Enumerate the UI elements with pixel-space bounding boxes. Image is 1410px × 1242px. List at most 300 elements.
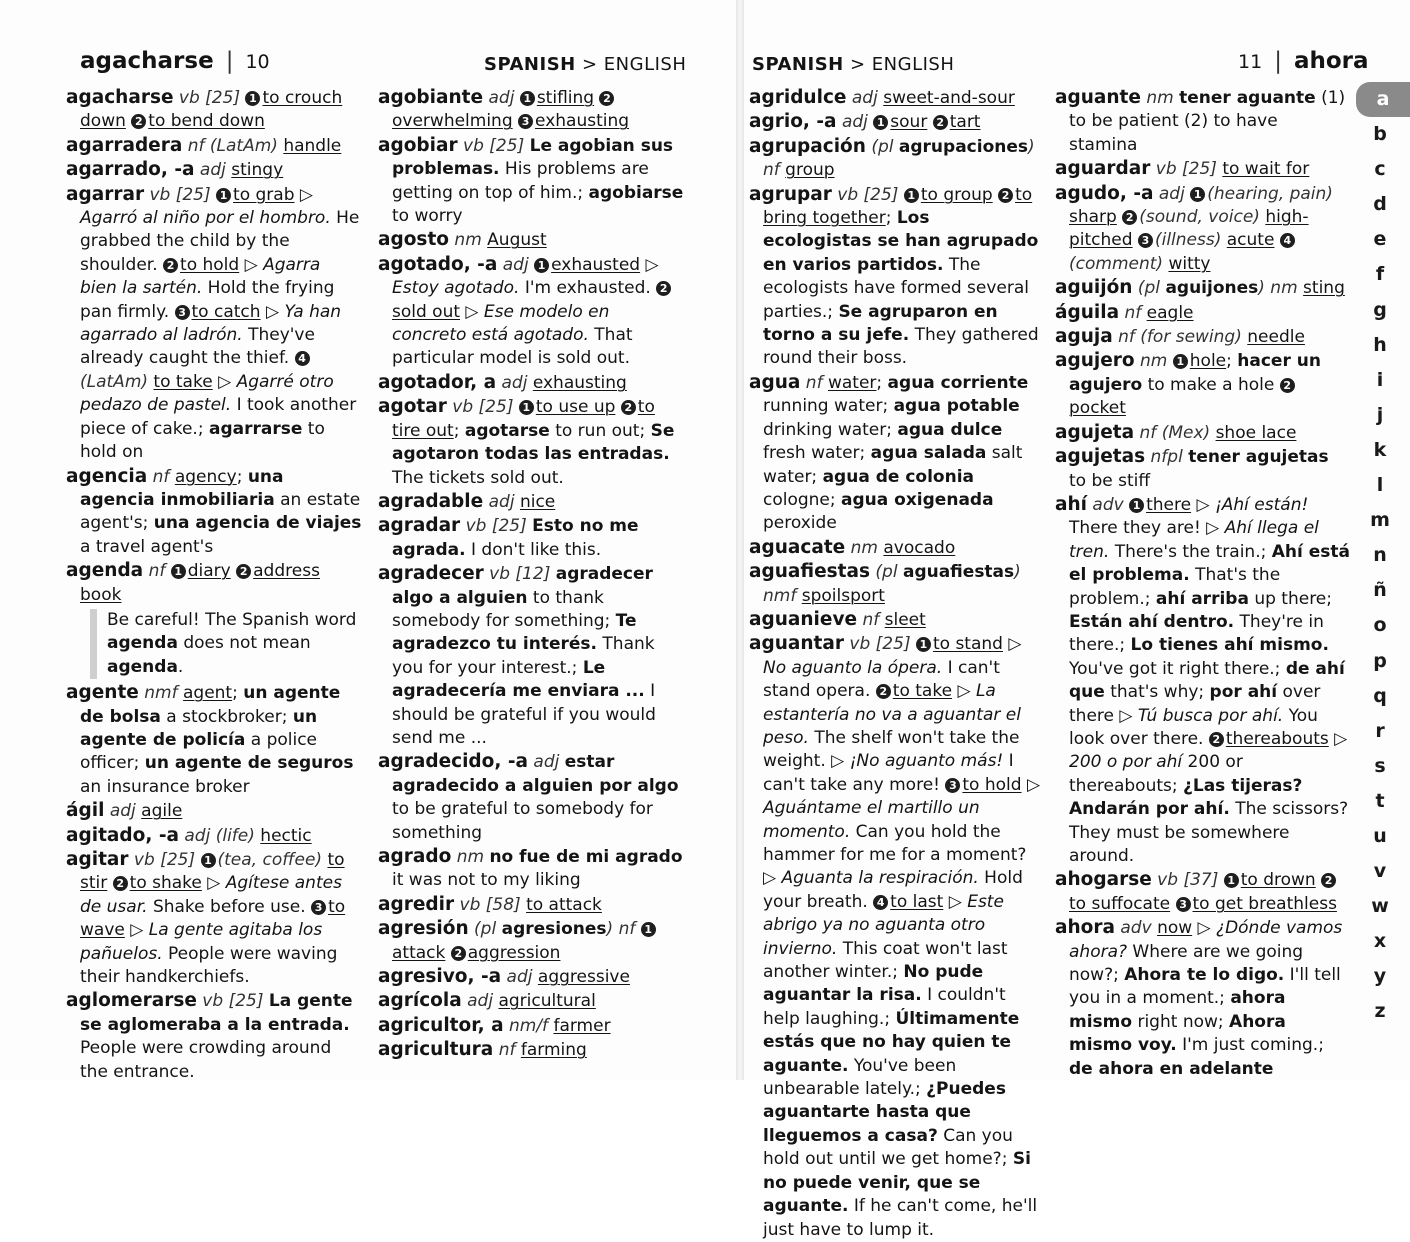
alphabet-tab-c: c — [1374, 158, 1386, 181]
alphabet-tab-s: s — [1374, 754, 1386, 777]
dictionary-entry — [378, 845, 688, 893]
entry-headword: agricultor, a — [378, 1014, 504, 1036]
example-sentence: Aguántame el martillo un momento. — [763, 798, 980, 842]
dictionary-entry — [378, 134, 688, 229]
gloss-text: ▷ — [1192, 918, 1217, 939]
part-of-speech: adj — [501, 967, 538, 988]
left-running-head — [80, 48, 270, 74]
entry-headword: águila — [1055, 301, 1120, 323]
translation: attack — [392, 942, 446, 963]
gloss-text: to be stiff — [1069, 470, 1151, 491]
entry-headword: agente — [66, 682, 139, 704]
example-phrase: Últimamente estás que no hay quien te aguante. — [763, 1008, 1020, 1076]
alphabet-tab-x: x — [1373, 930, 1387, 953]
part-of-speech: (comment) — [1069, 253, 1169, 274]
part-of-speech: ) nmf — [763, 562, 1021, 606]
part-of-speech: nf (LatAm) — [182, 135, 284, 156]
translation: to last — [890, 891, 944, 912]
sense-number: 1 — [1224, 873, 1239, 888]
right-header-separator: | — [1274, 48, 1282, 74]
gloss-text: Where are we going now?; — [1069, 941, 1304, 986]
part-of-speech: ) nf — [606, 919, 641, 940]
sense-number: 2 — [1280, 378, 1295, 393]
part-of-speech: nf — [857, 609, 885, 630]
sense-number: 1 — [916, 637, 931, 652]
left-header-separator: | — [225, 48, 234, 74]
part-of-speech: nm — [1140, 88, 1180, 108]
part-of-speech: (pl — [865, 136, 899, 157]
alphabet-tab-f: f — [1375, 263, 1385, 286]
example-phrase: Si no puede venir, que se aguante. — [763, 1149, 1031, 1217]
gloss-text: There's the train.; — [1109, 541, 1272, 562]
translation: to stand — [932, 634, 1003, 655]
part-of-speech: (sound, voice) — [1139, 207, 1266, 228]
part-of-speech: (hearing, pain) — [1207, 183, 1333, 204]
gloss-text: You've been unbearable lately.; — [763, 1055, 957, 1100]
translation: to get breathless — [1192, 893, 1337, 914]
right-language-direction — [752, 54, 954, 75]
entry-headword: agresivo, -a — [378, 966, 502, 988]
gloss-text: to hold on — [80, 418, 325, 463]
example-sentence: La gente agitaba los pañuelos. — [80, 920, 323, 964]
part-of-speech: nf — [1119, 302, 1147, 323]
dictionary-entry — [378, 86, 688, 134]
translation: farming — [520, 1040, 587, 1061]
entry-headword: agudo, -a — [1055, 182, 1154, 204]
gloss-text: to be grateful to somebody for something — [392, 799, 653, 843]
example-sentence: ¿Dónde vamos ahora? — [1069, 918, 1343, 962]
part-of-speech: adv — [1114, 918, 1158, 939]
entry-headword: agosto — [378, 229, 450, 251]
example-phrase: de ahora en adelante — [1069, 1058, 1274, 1079]
gloss-text: (1) to be patient (2) to have stamina — [1069, 88, 1346, 155]
gloss-text: to thank somebody for something; — [392, 587, 616, 631]
entry-headword: agenda — [66, 560, 144, 582]
translation: now — [1157, 918, 1193, 939]
dictionary-entry — [66, 86, 362, 134]
entry-headword: agradecer — [378, 563, 484, 585]
translation: eagle — [1146, 302, 1194, 323]
gloss-text: it was not to my liking — [392, 870, 581, 891]
dictionary-entry — [749, 110, 1041, 134]
translation: hole — [1189, 351, 1227, 372]
translation: exhausted — [551, 254, 641, 275]
part-of-speech: nf — [143, 561, 171, 582]
alphabet-tab-o: o — [1373, 614, 1387, 637]
entry-headword: agrupación — [749, 135, 866, 157]
gloss-text: peroxide — [763, 513, 837, 534]
example-phrase: agua corriente — [887, 372, 1029, 393]
sense-number: 2 — [113, 876, 128, 891]
dictionary-entry — [378, 893, 688, 917]
alphabet-tab-g: g — [1373, 298, 1387, 321]
example-sentence: ¡Ahí están! — [1214, 494, 1309, 515]
gloss-text: They've already caught the thief. — [80, 325, 315, 369]
entry-headword: agitado, -a — [66, 824, 179, 846]
example-phrase: de ahí que — [1069, 658, 1345, 703]
sense-number: 2 — [876, 684, 891, 699]
alphabet-tab-e: e — [1373, 228, 1387, 251]
translation: sweet-and-sour — [883, 88, 1015, 108]
part-of-speech: vb [25] — [144, 184, 217, 205]
entry-headword: agradar — [378, 515, 461, 537]
example-sentence: No aguanto la ópera. — [763, 657, 943, 678]
left-page-number: 10 — [245, 51, 270, 73]
gloss-text: ; — [453, 420, 465, 441]
part-of-speech: nf (for sewing) — [1112, 327, 1248, 348]
translation: witty — [1168, 253, 1211, 274]
gloss-text — [107, 873, 112, 893]
translation: to take — [153, 371, 213, 392]
gloss-text — [1170, 894, 1175, 914]
example-phrase: agenda — [107, 656, 178, 677]
example-phrase: Están ahí dentro. — [1069, 611, 1235, 632]
dictionary-entry — [378, 253, 688, 371]
entry-headword: ahora — [1055, 917, 1115, 939]
alphabet-tab-ñ: ñ — [1373, 579, 1387, 602]
part-of-speech: (pl — [468, 919, 502, 940]
part-of-speech: ) nm — [1258, 278, 1304, 299]
translation: shoe lace — [1215, 422, 1297, 443]
part-of-speech: adj — [194, 160, 232, 181]
dictionary-entry — [749, 371, 1041, 536]
part-of-speech: adv — [1087, 494, 1130, 515]
entry-headword: agotado, -a — [378, 253, 498, 275]
gloss-text: ; — [876, 372, 888, 393]
example-sentence: Agarré otro pedazo de pastel. — [80, 371, 334, 416]
translation: to wave — [80, 896, 346, 941]
alphabet-tab-a: a — [1356, 82, 1410, 117]
example-phrase: No pude aguantar la risa. — [763, 962, 984, 1006]
gloss-text: . — [177, 656, 184, 677]
translation: to tire out — [392, 397, 655, 441]
dictionary-entry — [749, 183, 1041, 371]
gloss-text: that's why; — [1104, 682, 1210, 703]
translation: handle — [283, 135, 342, 156]
example-phrase: una agencia inmobiliaria — [80, 466, 284, 510]
sense-number: 1 — [245, 91, 260, 106]
sense-number: 4 — [295, 351, 310, 366]
gloss-text: ▷ — [124, 920, 149, 941]
gloss-text: His problems are getting on top of him.; — [392, 159, 649, 203]
entry-headword: aguante — [1055, 87, 1141, 108]
dictionary-entry — [66, 989, 362, 1084]
part-of-speech: adj — [496, 372, 533, 393]
sense-number: 1 — [216, 188, 231, 203]
gloss-text: I couldn't help laughing.; — [763, 985, 1006, 1029]
gloss-text: ▷ — [1021, 774, 1041, 795]
alphabet-tab-p: p — [1373, 649, 1387, 672]
entry-headword: aguanieve — [749, 608, 858, 630]
translation: sour — [890, 112, 928, 133]
dictionary-entry — [1055, 86, 1351, 157]
entry-headword: ágil — [66, 800, 105, 822]
part-of-speech: (illness) — [1154, 230, 1227, 251]
translation: to hold — [962, 774, 1022, 795]
gloss-text: People were waving their handkerchiefs. — [80, 943, 338, 988]
gloss-text: ▷ — [640, 254, 659, 275]
dictionary-entry — [378, 514, 688, 562]
gloss-text: an estate agent's; — [80, 489, 361, 534]
dictionary-entry — [1055, 301, 1351, 325]
translation: thereabouts — [1225, 728, 1329, 749]
example-phrase: Ahora te lo digo. — [1124, 965, 1285, 986]
dictionary-entry — [378, 1038, 688, 1062]
example-phrase: Ahí está el problema. — [1069, 541, 1351, 586]
example-phrase: no fue de mi agrado — [489, 847, 683, 867]
gloss-text: ▷ — [952, 681, 976, 702]
sense-number: 2 — [656, 281, 671, 296]
entry-headword: ahogarse — [1055, 869, 1152, 891]
gloss-text: Can you hold out until we get home?; — [763, 1125, 1013, 1170]
dictionary-entry — [378, 371, 688, 395]
sense-number: 2 — [998, 188, 1013, 203]
sense-number: 1 — [520, 91, 535, 106]
gloss-text: ; — [885, 208, 897, 229]
usage-note — [90, 609, 362, 679]
sense-number: 3 — [175, 305, 190, 320]
entry-headword: aguijón — [1055, 277, 1133, 299]
sense-number: 4 — [1280, 233, 1295, 248]
sense-number: 1 — [171, 564, 186, 579]
gloss-text: The tickets sold out. — [392, 467, 564, 488]
gloss-text: to worry — [392, 206, 463, 227]
entry-headword: agrado — [378, 846, 452, 867]
example-phrase: agotarse — [464, 420, 550, 441]
translation: aggression — [467, 942, 561, 963]
part-of-speech: nf — [147, 466, 175, 487]
gloss-text: I'll tell you in a moment.; — [1069, 965, 1341, 1009]
entry-headword: agradable — [378, 490, 484, 512]
example-sentence: Ese modelo en concreto está agotado. — [392, 301, 610, 346]
entry-headword: agresión — [378, 918, 469, 940]
entry-headword: agradecido, -a — [378, 751, 529, 773]
gloss-text: a travel agent's — [80, 536, 214, 557]
dictionary-entry — [66, 183, 362, 465]
sense-number: 2 — [451, 946, 466, 961]
example-sentence: Agítese antes de usar. — [80, 873, 342, 917]
gloss-text: The shelf won't take the weight. ▷ — [763, 727, 1020, 772]
translation: to bring together — [763, 184, 1033, 229]
translation: diary — [187, 561, 231, 582]
alphabet-tab-t: t — [1375, 789, 1385, 812]
example-phrase: tener agujetas — [1188, 447, 1329, 468]
gloss-text: ▷ — [943, 891, 968, 912]
gloss-text: Thank you for your interest.; — [392, 634, 655, 678]
part-of-speech: (pl — [870, 562, 903, 583]
dictionary-entry — [66, 681, 362, 799]
example-phrase: agua oxigenada — [841, 489, 994, 510]
dictionary-entry — [378, 989, 688, 1013]
entry-headword: aguardar — [1055, 158, 1151, 180]
gloss-text: ; — [232, 683, 244, 704]
part-of-speech: vb [25] — [1150, 159, 1223, 180]
sense-number: 2 — [933, 115, 948, 130]
gloss-text: I can't stand opera. — [763, 657, 1000, 702]
translation: to attack — [526, 894, 602, 915]
alphabet-tab-r: r — [1375, 719, 1385, 742]
dictionary-entry — [378, 395, 688, 490]
alphabet-tab-w: w — [1371, 895, 1389, 918]
part-of-speech: vb [25] — [173, 88, 246, 108]
entry-headword: agacharse — [66, 87, 174, 108]
translation: to group — [920, 184, 993, 205]
translation: water — [827, 372, 877, 393]
alphabet-tab-u: u — [1373, 824, 1387, 847]
dictionary-entry — [749, 560, 1041, 608]
part-of-speech: nfpl — [1145, 447, 1189, 468]
right-column-1 — [749, 86, 1041, 1242]
part-of-speech: nm — [449, 230, 488, 251]
sense-number: 2 — [1209, 732, 1224, 747]
gloss-text: I'm exhausted. — [519, 278, 657, 299]
translation: to hold — [180, 254, 240, 275]
gloss-text: salt water; — [763, 443, 1023, 487]
part-of-speech: adj — [846, 88, 884, 108]
translation: there — [1146, 494, 1192, 515]
example-sentence: Estoy agotado. — [392, 278, 520, 299]
translation: to suffocate — [1069, 893, 1171, 914]
right-lang-source: SPANISH — [752, 54, 844, 75]
sense-number: 2 — [236, 564, 251, 579]
sense-number: 3 — [1176, 897, 1191, 912]
example-phrase: agarrarse — [208, 418, 303, 439]
gloss-text — [615, 397, 620, 417]
dictionary-entry — [378, 562, 688, 750]
left-lang-arrow: > — [581, 54, 598, 75]
gloss-text: Hold the frying pan firmly. — [80, 278, 335, 322]
example-phrase: Ahora mismo voy. — [1069, 1011, 1286, 1056]
gloss-text: There they are! ▷ — [1069, 518, 1225, 539]
part-of-speech: vb [25] — [446, 397, 519, 418]
gloss-text: ▷ — [212, 371, 237, 392]
sense-number: 1 — [1190, 187, 1205, 202]
translation: August — [487, 230, 547, 251]
gloss-text: That particular model is sold out. — [392, 325, 633, 369]
example-phrase: agua salada — [870, 443, 987, 464]
translation: agricultural — [498, 991, 596, 1012]
entry-headword: aguafiestas — [749, 561, 870, 583]
part-of-speech: nm — [1134, 351, 1173, 372]
part-of-speech: vb [25] — [457, 135, 530, 156]
example-phrase: Te agradezco tu interés. — [392, 610, 637, 655]
example-sentence: Agarró al niño por el hombro. — [80, 208, 331, 229]
gloss-text — [927, 112, 932, 132]
translation: to use up — [535, 397, 616, 418]
sense-number: 3 — [945, 778, 960, 793]
entry-headword: aguacate — [749, 536, 846, 558]
entry-headword: agujetas — [1055, 446, 1146, 468]
gloss-text: ▷ — [201, 873, 226, 894]
gloss-text: They gathered round their boss. — [763, 325, 1039, 369]
part-of-speech: vb [25] — [831, 184, 904, 205]
gloss-text: If he can't come, he'll just have to lump it. — [763, 1196, 1038, 1240]
part-of-speech: adj — [836, 112, 874, 133]
dictionary-entry — [378, 228, 688, 252]
dictionary-entry — [1055, 445, 1351, 493]
gloss-text: ▷ — [260, 301, 285, 322]
entry-headword: agotar — [378, 396, 447, 418]
alphabet-tab-m: m — [1370, 509, 1390, 532]
dictionary-entry — [66, 465, 362, 560]
entry-headword: agobiar — [378, 134, 458, 156]
example-phrase: por ahí — [1209, 682, 1278, 703]
part-of-speech: vb [25] — [128, 850, 201, 870]
gloss-text: to make a hole — [1142, 374, 1280, 395]
dictionary-entry — [378, 917, 688, 965]
example-phrase: un agente de bolsa — [80, 683, 341, 727]
gloss-text: Hold your breath. — [763, 868, 1023, 912]
gloss-text: ▷ — [1328, 728, 1348, 749]
gloss-text: ▷ — [1191, 494, 1215, 515]
entry-headword: agrupar — [749, 183, 832, 205]
example-phrase: La gente se aglomeraba a la entrada. — [80, 991, 353, 1035]
translation: pocket — [1069, 398, 1126, 419]
part-of-speech: adj — [497, 254, 535, 275]
example-phrase: hacer un agujero — [1069, 351, 1321, 395]
example-phrase: agua dulce — [897, 419, 1003, 440]
dictionary-entry — [749, 632, 1041, 1242]
sense-number: 3 — [518, 114, 533, 129]
entry-headword: ahí — [1055, 493, 1087, 515]
entry-headword: agujero — [1055, 350, 1135, 372]
example-phrase: aguijones — [1165, 278, 1259, 299]
entry-headword: aguantar — [749, 633, 845, 655]
entry-headword: agua — [749, 371, 801, 393]
gloss-text: I took another piece of cake.; — [80, 395, 357, 439]
left-page — [0, 0, 736, 1080]
translation: agent — [182, 683, 233, 704]
dictionary-entry — [66, 158, 362, 182]
sense-number: 3 — [311, 900, 326, 915]
dictionary-entry — [378, 965, 688, 989]
example-phrase: Lo tienes ahí mismo. — [1130, 635, 1329, 656]
entry-headword: agricultura — [378, 1039, 494, 1061]
gloss-text: Be careful! The Spanish word — [107, 609, 357, 630]
dictionary-entry — [1055, 421, 1351, 445]
example-sentence: 200 o por ahí — [1069, 752, 1183, 773]
alphabet-tab-l: l — [1376, 474, 1384, 497]
gloss-text: You look over there. — [1069, 705, 1318, 749]
sense-number: 1 — [534, 258, 549, 273]
sense-number: 2 — [163, 258, 178, 273]
right-lang-target: ENGLISH — [871, 54, 955, 75]
example-phrase: agua potable — [893, 396, 1020, 417]
translation: to catch — [191, 301, 261, 322]
gloss-text: drinking water; — [763, 419, 898, 440]
part-of-speech: nm — [845, 537, 884, 558]
translation: spoilsport — [801, 585, 885, 606]
gloss-text: over there ▷ — [1069, 682, 1321, 726]
right-lang-arrow: > — [849, 54, 866, 75]
gloss-text: a police officer; — [80, 729, 318, 774]
example-sentence: Tú busca por ahí. — [1137, 705, 1284, 726]
translation: agile — [141, 801, 183, 822]
entry-headword: agarrado, -a — [66, 159, 195, 181]
example-phrase: Le agradecería me enviara ... — [392, 657, 645, 702]
entry-headword: agarrar — [66, 183, 145, 205]
left-lang-target: ENGLISH — [603, 54, 687, 75]
translation: aggressive — [537, 967, 630, 988]
gloss-text: I should be grateful if you would send me ... — [392, 681, 656, 748]
sense-number: 4 — [873, 895, 888, 910]
translation: hectic — [260, 825, 312, 846]
entry-headword: agobiante — [378, 87, 484, 108]
entry-headword: agencia — [66, 465, 148, 487]
example-phrase: Los ecologistas se han agrupado en varios partidos. — [763, 208, 1039, 275]
gloss-text: This coat won't last another winter.; — [763, 938, 1008, 983]
gloss-text: ▷ — [1002, 634, 1022, 655]
